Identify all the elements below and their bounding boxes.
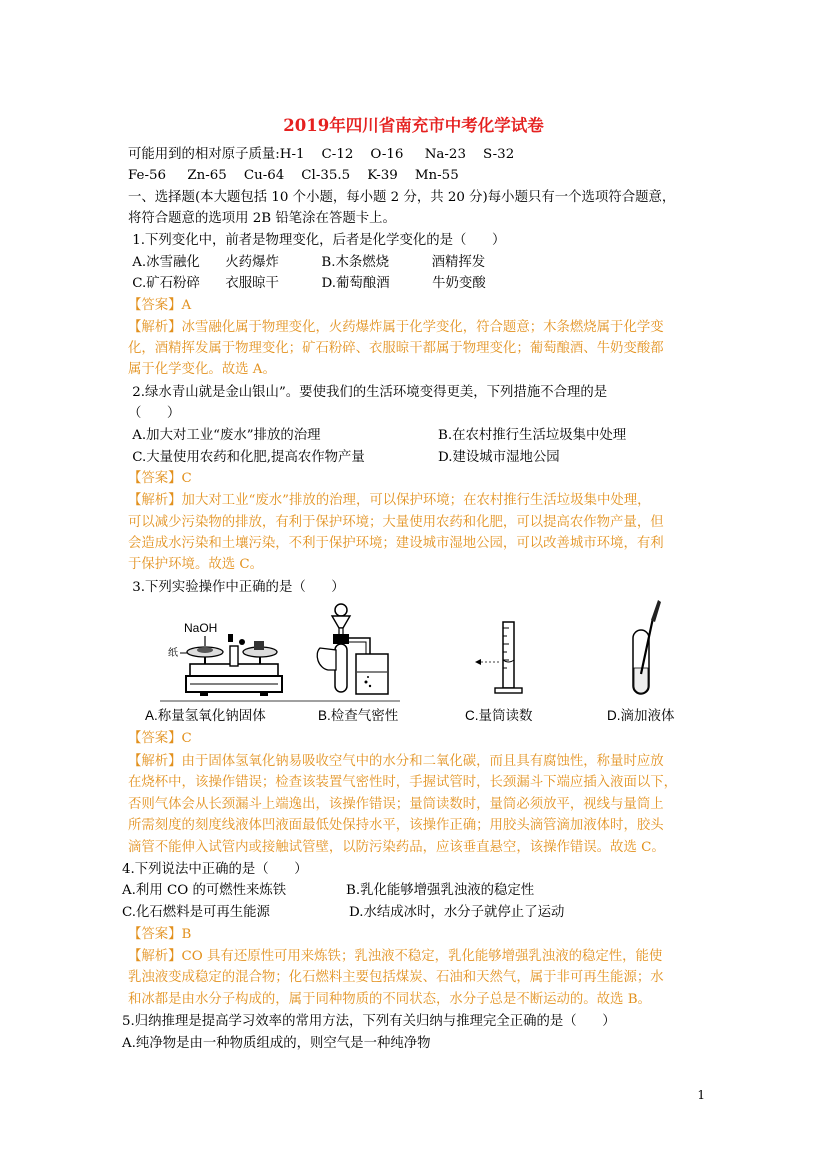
page-number: 1 (697, 1088, 705, 1102)
q5-stem: 5.归纳推理是提高学习效率的常用方法，下列有关归纳与推理完全正确的是（ ） (122, 1014, 616, 1029)
q1-stem: 1.下列变化中，前者是物理变化，后者是化学变化的是（ ） (128, 233, 506, 248)
q4-option-c: C.化石燃料是可再生能源 (122, 905, 270, 920)
q4-answer: 【答案】B (128, 927, 192, 942)
section-heading-line-1: 一、选择题(本大题包括 10 个小题，每小题 2 分，共 20 分)每小题只有一个选项符合题意， (128, 190, 676, 205)
figure-cylinder-reading (465, 598, 535, 702)
q1-explanation-1: 【解析】冰雪融化属于物理变化，火药爆炸属于化学变化，符合题意；木条燃烧属于化学变 (128, 320, 664, 335)
naoh-label: NaOH (184, 621, 218, 635)
q4-option-b: B.乳化能够增强乳浊液的稳定性 (346, 883, 535, 898)
q3-stem: 3.下列实验操作中正确的是（ ） (128, 580, 345, 595)
q2-option-d: D.建设城市湿地公园 (438, 450, 560, 465)
q2-option-c: C.大量使用农药和化肥,提高农作物产量 (128, 450, 365, 465)
atomic-masses-line-2: Fe-56 Zn-65 Cu-64 Cl-35.5 K-39 Mn-55 (128, 168, 459, 183)
q4-explanation-2: 乳浊液变成稳定的混合物；化石燃料主要包括煤炭、石油和天然气，属于非可再生能源；水 (128, 970, 664, 985)
q2-explanation-3: 会造成水污染和土壤污染，不利于保护环境；建设城市湿地公园，可以改善城市环境，有利 (128, 536, 664, 551)
q4-stem: 4.下列说法中正确的是（ ） (122, 862, 308, 877)
atomic-masses-line-1: 可能用到的相对原子质量:H-1 C-12 O-16 Na-23 S-32 (128, 147, 515, 162)
figure-caption-a: A.称量氢氧化钠固体 (145, 708, 266, 723)
section-heading-line-2: 将符合题意的选项用 2B 铅笔涂在答题卡上。 (128, 211, 396, 226)
q3-explanation-2: 在烧杯中，该操作错误；检查该装置气密性时，手握试管时，长颈漏斗下端应插入液面以下， (128, 775, 678, 790)
q5-option-a: A.纯净物是由一种物质组成的，则空气是一种纯净物 (122, 1036, 431, 1051)
q2-explanation-4: 于保护环境。故选 C。 (128, 557, 264, 572)
q3-explanation-3: 否则气体会从长颈漏斗上端逸出，该操作错误；量筒读数时，量筒必须放平，视线与量筒上 (128, 797, 664, 812)
q1-explanation-3: 属于化学变化。故选 A。 (128, 362, 276, 377)
figure-airtightness-check (310, 598, 400, 702)
q1-options-ab: A.冰雪融化 火药爆炸 B.木条燃烧 酒精挥发 (128, 255, 486, 270)
q2-stem-bracket: （ ） (128, 406, 181, 421)
figure-balance-scale (160, 598, 310, 702)
q3-answer: 【答案】C (128, 731, 192, 746)
q2-explanation-1: 【解析】加大对工业“废水”排放的治理，可以保护环境；在农村推行生活垃圾集中处理， (128, 493, 651, 508)
paper-label: 纸 (168, 648, 178, 659)
q3-explanation-1: 【解析】由于固体氢氧化钠易吸收空气中的水分和二氧化碳，而且具有腐蚀性，称量时应放 (128, 754, 664, 769)
q2-explanation-2: 可以减少污染物的排放，有利于保护环境；大量使用农药和化肥，可以提高农作物产量，但 (128, 515, 664, 530)
q4-explanation-1: 【解析】CO 具有还原性可用来炼铁；乳浊液不稳定，乳化能够增强乳浊液的稳定性，能使 (128, 949, 663, 964)
q2-stem: 2.绿水青山就是金山银山”。要使我们的生活环境变得更美，下列措施不合理的是 (128, 385, 608, 400)
q1-options-cd: C.矿石粉碎 衣服晾干 D.葡萄酿酒 牛奶变酸 (128, 276, 486, 291)
figure-dropper (615, 598, 675, 702)
q4-option-a: A.利用 CO 的可燃性来炼铁 (122, 883, 287, 898)
q1-answer: 【答案】A (128, 298, 192, 313)
q2-answer: 【答案】C (128, 471, 192, 486)
figure-caption-d: D.滴加液体 (607, 708, 675, 723)
figure-caption-c: C.量筒读数 (465, 708, 533, 723)
q4-explanation-3: 和冰都是由水分子构成的，属于同种物质的不同状态，水分子总是不断运动的。故选 B。 (128, 992, 651, 1007)
q3-explanation-5: 滴管不能伸入试管内或接触试管壁，以防污染药品，应该垂直悬空，该操作错误。故选 C。 (128, 840, 665, 855)
q2-option-a: A.加大对工业“废水”排放的治理 (128, 428, 321, 443)
page-title: 2019年四川省南充市中考化学试卷 (283, 116, 544, 135)
q4-option-d: D.水结成冰时，水分子就停止了运动 (349, 905, 565, 920)
q3-explanation-4: 所需刻度的刻度线液体凹液面最低处保持水平，该操作正确；用胶头滴管滴加液体时，胶头 (128, 818, 664, 833)
q2-option-b: B.在农村推行生活垃圾集中处理 (438, 428, 627, 443)
figure-caption-b: B.检查气密性 (318, 708, 399, 723)
q1-explanation-2: 化，酒精挥发属于物理变化；矿石粉碎、衣服晾干都属于物理变化；葡萄酿酒、牛奶变酸都 (128, 341, 664, 356)
